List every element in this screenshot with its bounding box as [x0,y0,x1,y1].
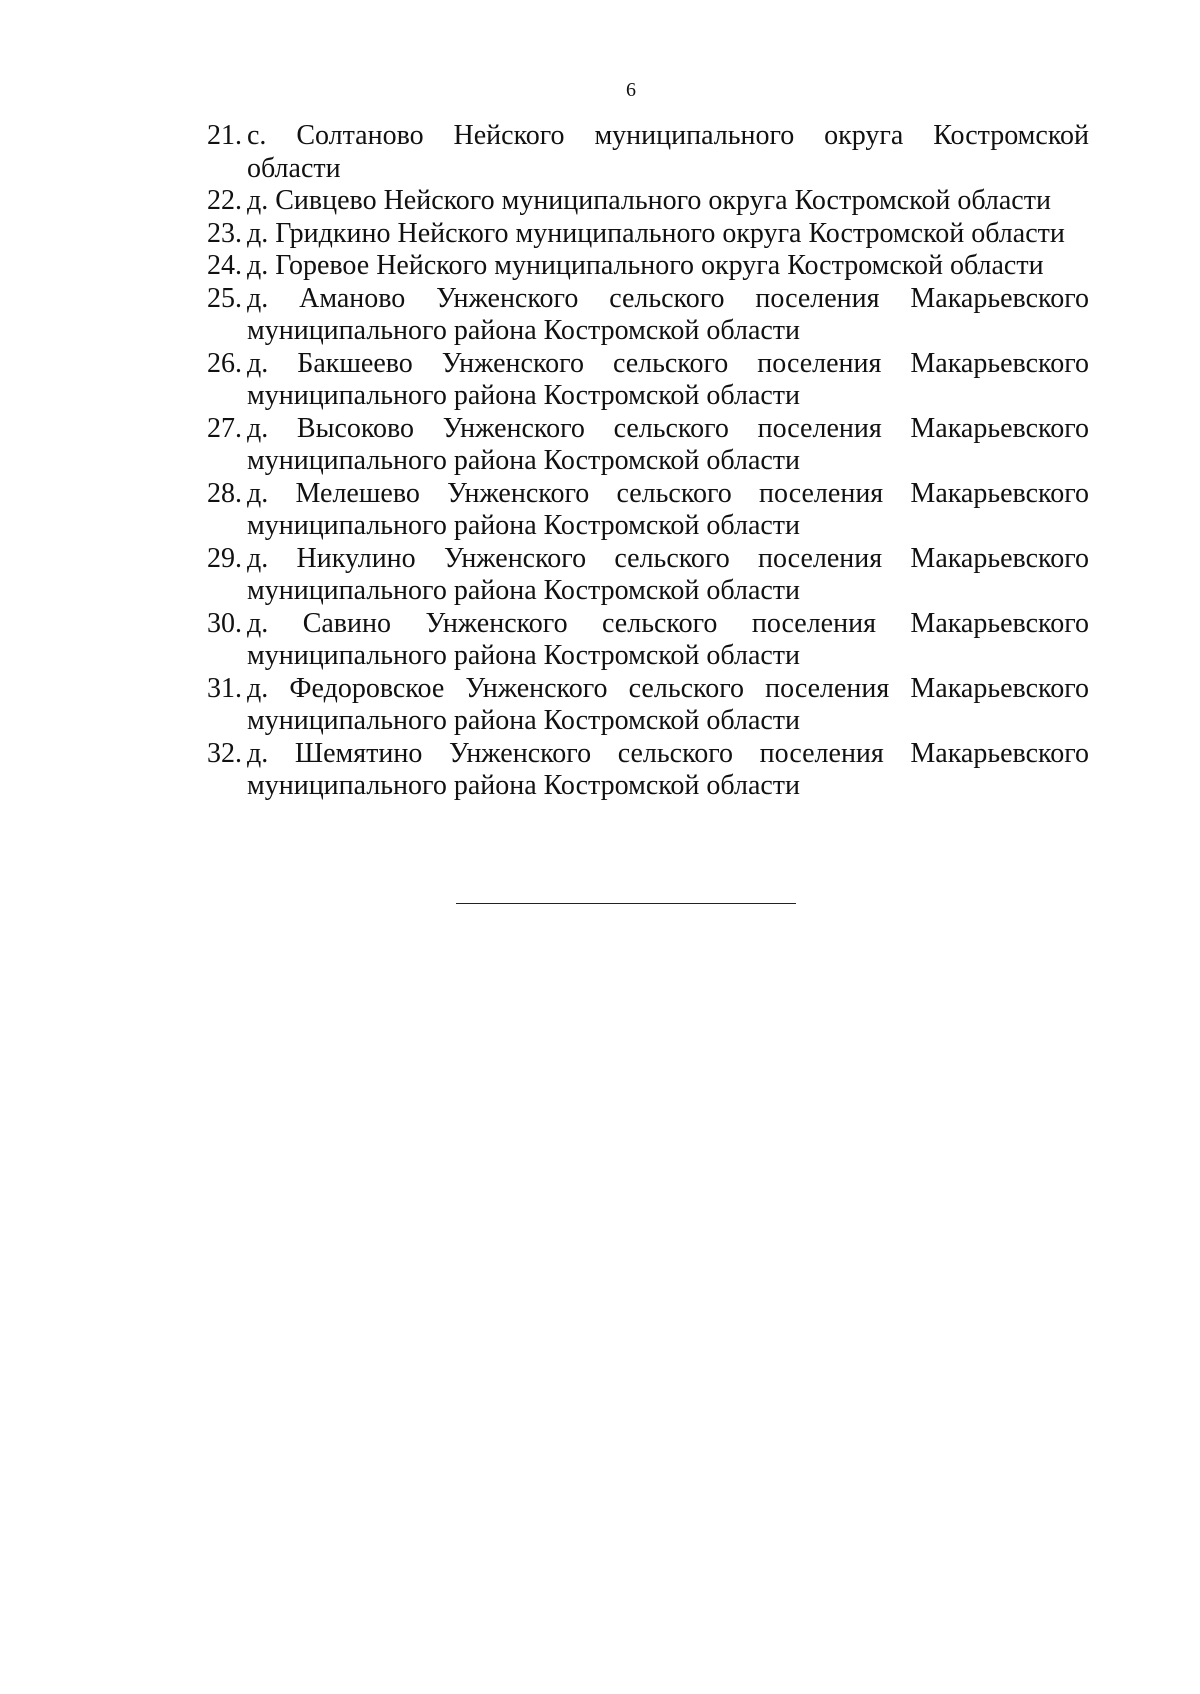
item-text-line2: муниципального района Костромской области [247,445,801,476]
list-item [207,348,1089,413]
item-number: 23. [207,217,242,249]
item-number: 26. [207,347,242,379]
item-text-line1: д. Бакшеево Унженского сельского поселения Макарьевского [247,347,1089,379]
item-number: 22. [207,185,242,216]
list-item [207,608,1089,673]
list-item [207,673,1089,738]
item-text-line1: д. Мелешево Унженского сельского поселения Макарьевского [247,477,1089,509]
item-number: 21. [207,120,242,151]
item-text-line1: д. Савино Унженского сельского поселения Макарьевского [247,607,1089,639]
item-number: 32. [207,737,242,769]
item-text-line2: муниципального района Костромской области [247,640,801,671]
list-item [207,185,1089,218]
item-number: 31. [207,672,242,704]
item-text-line1: д. Федоровское Унженского сельского поселения Макарьевского [247,672,1089,704]
list-item [207,283,1089,348]
item-text-line2: муниципального района Костромской области [247,510,801,541]
item-text-line1: д. Горевое Нейского муниципального округа Костромской области [247,250,1044,281]
item-text-line2: муниципального района Костромской области [247,575,801,606]
list-item [207,738,1089,803]
item-text-line2: муниципального района Костромской области [247,705,801,736]
item-text-line1: д. Аманово Унженского сельского поселения Макарьевского [247,282,1089,314]
end-divider [456,903,796,904]
item-text-line2: муниципального района Костромской области [247,770,801,801]
item-text-line1: д. Шемятино Унженского сельского поселения Макарьевского [247,737,1089,769]
item-number: 28. [207,477,242,509]
list-item [207,250,1089,283]
item-number: 24. [207,250,242,281]
list-item [207,478,1089,543]
item-text-line1: д. Гридкино Нейского муниципального округа Костромской области [247,217,1065,249]
item-number: 25. [207,282,242,314]
item-number: 29. [207,542,242,574]
item-number: 27. [207,412,242,444]
settlement-list [207,120,1089,803]
list-item [207,120,1089,185]
list-item [207,413,1089,478]
page-number: 6 [626,79,636,101]
item-text-line2: области [247,152,341,184]
item-number: 30. [207,607,242,639]
item-text-line1: с. Солтаново Нейского муниципального округа Костромской [247,120,1089,151]
list-item [207,218,1089,251]
list-item [207,543,1089,608]
item-text-line2: муниципального района Костромской области [247,315,801,346]
item-text-line1: д. Никулино Унженского сельского поселения Макарьевского [247,542,1089,574]
item-text-line2: муниципального района Костромской области [247,380,801,411]
item-text-line1: д. Сивцево Нейского муниципального округа Костромской области [247,185,1051,216]
item-text-line1: д. Высоково Унженского сельского поселения Макарьевского [247,412,1089,444]
